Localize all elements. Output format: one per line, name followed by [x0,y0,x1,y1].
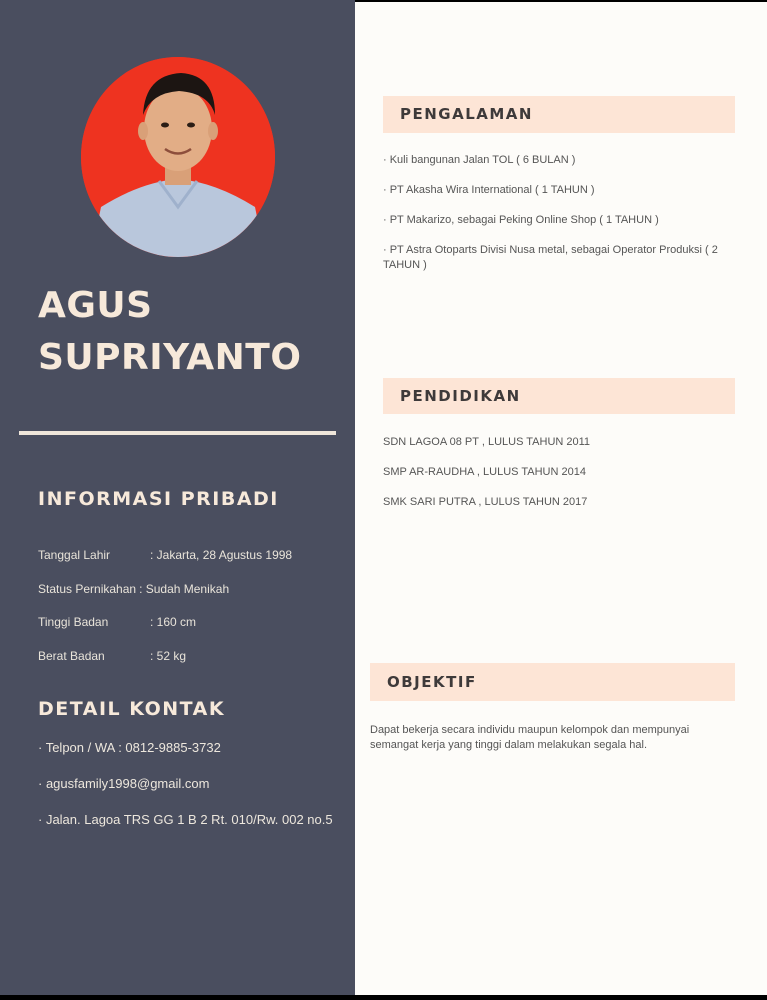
education-item: SDN LAGOA 08 PT , LULUS TAHUN 2011 [383,436,591,448]
contact-title: DETAIL KONTAK [38,698,226,720]
info-row-birth [38,548,292,562]
info-row-marital [38,582,229,596]
info-value: : 52 kg [150,649,187,663]
contact-address: · Jalan. Lagoa TRS GG 1 B 2 Rt. 010/Rw. 002 no.5 [38,812,333,827]
contact-email: · agusfamily1998@gmail.com [38,776,210,791]
info-label: Status Pernikahan [38,582,137,596]
info-label: Berat Badan [38,649,105,663]
experience-title: PENGALAMAN [383,96,735,133]
last-name: SUPRIYANTO [38,337,302,378]
experience-item: · Kuli bangunan Jalan TOL ( 6 BULAN ) [383,154,576,166]
education-item: SMP AR-RAUDHA , LULUS TAHUN 2014 [383,466,586,478]
full-name [38,280,301,384]
experience-item: · PT Astra Otoparts Divisi Nusa metal, sebagai Operator Produksi ( 2 TAHUN ) [383,244,718,271]
education-item: SMK SARI PUTRA , LULUS TAHUN 2017 [383,496,588,508]
experience-item: · PT Makarizo, sebagai Peking Online Shop ( 1 TAHUN ) [383,214,659,226]
divider [19,431,336,435]
info-label: Tinggi Badan [38,615,109,629]
person-portrait-icon [81,57,275,257]
profile-photo [81,57,275,257]
objective-title: OBJEKTIF [370,663,735,701]
info-label: Tanggal Lahir [38,548,111,562]
experience-item: · PT Akasha Wira International ( 1 TAHUN ) [383,184,595,196]
contact-phone: · Telpon / WA : 0812-9885-3732 [38,740,221,755]
first-name: AGUS [38,285,153,326]
info-row-height [38,615,196,629]
info-value: : Sudah Menikah [139,582,230,596]
objective-text: Dapat bekerja secara individu maupun kelompok dan mempunyai semangat kerja yang tinggi dalam melakukan segala hal. [370,724,690,751]
info-value: : Jakarta, 28 Agustus 1998 [150,548,293,562]
personal-info-title: INFORMASI PRIBADI [38,488,279,510]
info-value: : 160 cm [150,615,197,629]
info-row-weight [38,649,186,663]
sidebar [0,0,355,995]
education-title: PENDIDIKAN [383,378,735,414]
